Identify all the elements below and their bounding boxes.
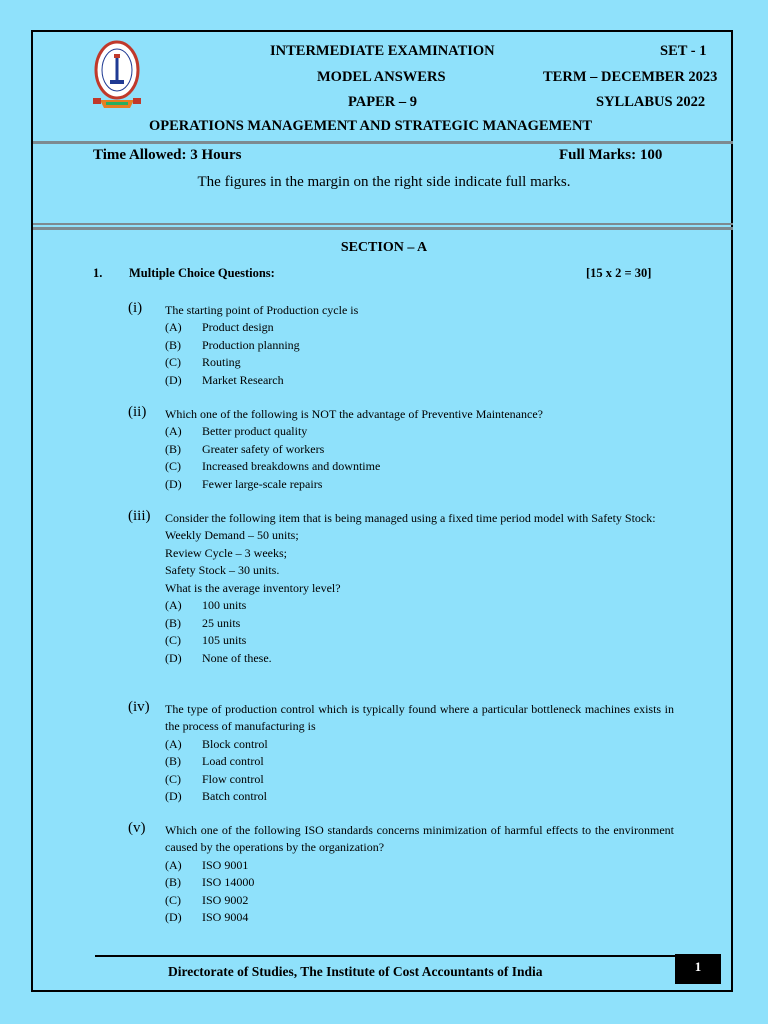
option	[165, 458, 674, 476]
option	[165, 857, 674, 875]
option	[165, 736, 674, 754]
option-text: Product design	[202, 320, 274, 335]
option	[165, 354, 674, 372]
option	[165, 632, 674, 650]
option-letter: (C)	[165, 771, 181, 786]
divider-top	[33, 223, 733, 225]
option-text: ISO 9002	[202, 892, 249, 907]
option	[165, 753, 674, 771]
header-divider	[33, 141, 733, 144]
option	[165, 597, 674, 615]
option	[165, 650, 674, 668]
exam-title: INTERMEDIATE EXAMINATION	[270, 43, 495, 59]
option-letter: (A)	[165, 598, 182, 613]
option-letter: (B)	[165, 337, 181, 352]
subject-title: OPERATIONS MANAGEMENT AND STRATEGIC MANAGEMENT	[149, 118, 593, 134]
marks-note: The figures in the margin on the right side indicate full marks.	[197, 174, 571, 190]
option-text: Production planning	[202, 337, 300, 352]
option-letter: (C)	[165, 355, 181, 370]
question-roman: (i)	[128, 300, 143, 316]
option-letter: (A)	[165, 424, 182, 439]
full-marks: Full Marks: 100	[559, 147, 663, 163]
option	[165, 892, 674, 910]
option-text: 25 units	[202, 615, 241, 630]
option-letter: (D)	[165, 910, 182, 925]
option	[165, 874, 674, 892]
time-allowed: Time Allowed: 3 Hours	[93, 147, 242, 163]
option-letter: (D)	[165, 372, 182, 387]
question-line: Consider the following item that is being managed using a fixed time period model with Safety Stock:	[165, 511, 656, 525]
question-line: Safety Stock – 30 units.	[165, 563, 280, 578]
option-letter: (A)	[165, 857, 182, 872]
option-text: Routing	[202, 355, 241, 370]
option-text: ISO 9004	[202, 910, 249, 925]
question-roman: (iv)	[128, 699, 150, 715]
option-letter: (C)	[165, 459, 181, 474]
option-letter: (C)	[165, 892, 181, 907]
model-answers-label: MODEL ANSWERS	[317, 69, 446, 85]
institute-seal-logo-icon	[90, 38, 144, 112]
option	[165, 372, 674, 390]
question-body	[165, 406, 674, 493]
option-text: Greater safety of workers	[202, 441, 325, 456]
question-title: Multiple Choice Questions:	[129, 266, 275, 280]
question-line: Review Cycle – 3 weeks;	[165, 545, 287, 560]
section-heading: SECTION – A	[340, 240, 428, 255]
page-number: 1	[675, 954, 721, 984]
option-text: Block control	[202, 736, 268, 751]
option-text: Fewer large-scale repairs	[202, 476, 323, 491]
question-body	[165, 822, 674, 927]
option	[165, 476, 674, 494]
question-line: The type of production control which is typically found where a particular bottleneck machines exists in the process of manufacturing is	[165, 702, 674, 734]
set-label: SET - 1	[660, 43, 707, 59]
question-roman: (ii)	[128, 404, 147, 420]
question-roman: (iii)	[128, 508, 151, 524]
question-marks: [15 x 2 = 30]	[586, 266, 652, 280]
option	[165, 615, 674, 633]
option	[165, 337, 674, 355]
option-text: ISO 9001	[202, 857, 249, 872]
option	[165, 441, 674, 459]
option-letter: (A)	[165, 320, 182, 335]
question-line: What is the average inventory level?	[165, 580, 341, 595]
paper-label: PAPER – 9	[348, 94, 418, 110]
option-letter: (B)	[165, 754, 181, 769]
question-line: Which one of the following is NOT the advantage of Preventive Maintenance?	[165, 407, 543, 421]
divider-bottom	[33, 227, 733, 230]
question-roman: (v)	[128, 820, 146, 836]
option-text: 105 units	[202, 633, 247, 648]
option-text: Better product quality	[202, 424, 308, 439]
option-text: ISO 14000	[202, 875, 255, 890]
option-text: Batch control	[202, 789, 267, 804]
option-text: Flow control	[202, 771, 264, 786]
option-letter: (B)	[165, 615, 181, 630]
option-letter: (B)	[165, 875, 181, 890]
option	[165, 423, 674, 441]
question-body	[165, 302, 674, 389]
term-label: TERM – DECEMBER 2023	[543, 69, 718, 85]
option-letter: (D)	[165, 650, 182, 665]
option	[165, 909, 674, 927]
option-text: Increased breakdowns and downtime	[202, 459, 381, 474]
option-letter: (B)	[165, 441, 181, 456]
question-body	[165, 510, 674, 667]
option	[165, 788, 674, 806]
option-text: None of these.	[202, 650, 272, 665]
option-letter: (D)	[165, 476, 182, 491]
option-letter: (A)	[165, 736, 182, 751]
question-line: Which one of the following ISO standards concerns minimization of harmful effects to the environment caused by the operations by the organization?	[165, 823, 674, 855]
option-text: Market Research	[202, 372, 284, 387]
question-line: The starting point of Production cycle is	[165, 303, 359, 317]
syllabus-label: SYLLABUS 2022	[596, 94, 706, 110]
option	[165, 771, 674, 789]
option-text: Load control	[202, 754, 264, 769]
question-line: Weekly Demand – 50 units;	[165, 528, 299, 543]
option	[165, 319, 674, 337]
option-letter: (C)	[165, 633, 181, 648]
option-text: 100 units	[202, 598, 247, 613]
option-letter: (D)	[165, 789, 182, 804]
question-number: 1.	[93, 266, 103, 280]
footer-rule	[95, 955, 675, 957]
question-body	[165, 701, 674, 806]
footer-text: Directorate of Studies, The Institute of Cost Accountants of India	[168, 964, 543, 979]
